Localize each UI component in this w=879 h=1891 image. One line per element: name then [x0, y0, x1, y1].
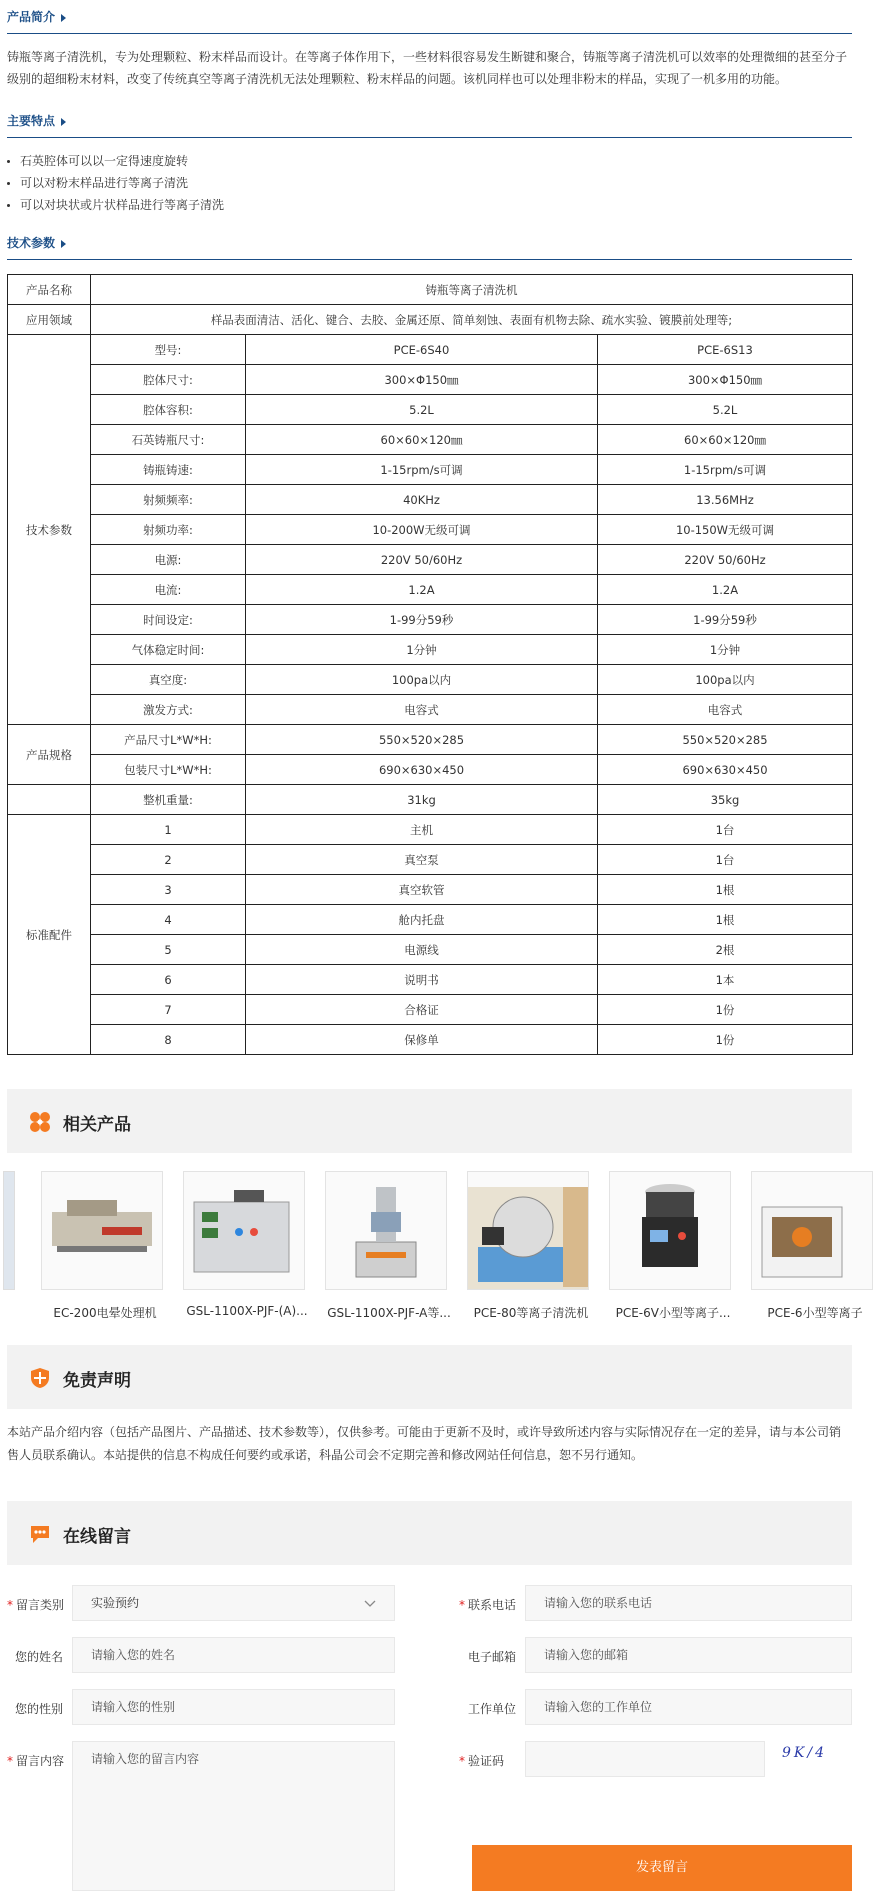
product-card[interactable] — [609, 1171, 737, 1321]
table-cell: 铸瓶铸速: — [91, 455, 246, 485]
table-cell: 腔体容积: — [91, 395, 246, 425]
product-caption: GSL-1100X-PJF-A等... — [327, 1306, 451, 1320]
table-cell: 产品尺寸L*W*H: — [91, 725, 246, 755]
table-cell: 550×520×285 — [246, 725, 598, 755]
table-cell: 220V 50/60Hz — [246, 545, 598, 575]
table-cell: PCE-6S13 — [598, 335, 853, 365]
product-image — [183, 1171, 305, 1290]
table-cell: 1-99分59秒 — [598, 605, 853, 635]
table-cell: 1-99分59秒 — [246, 605, 598, 635]
name-input[interactable]: 请输入您的姓名 — [72, 1637, 395, 1673]
product-image — [751, 1171, 873, 1290]
spec-table — [7, 274, 853, 1055]
table-cell: 40KHz — [246, 485, 598, 515]
intro-title: 产品简介 — [7, 10, 56, 24]
table-cell: 产品规格 — [8, 725, 91, 785]
product-card[interactable] — [325, 1171, 453, 1321]
spec-rows — [8, 725, 853, 815]
disclaimer-text: 本站产品介绍内容（包括产品图片、产品描述、技术参数等），仅供参考。可能由于更新不及时，或许导致所述内容与实际情况存在一定的差异，请与本公司销售人员联系确认。本站提供的信息不构成任何要约或承诺，科晶公司会不定期完善和修改网站任何信息，恕不另行通知。 — [7, 1425, 842, 1462]
table-cell: 射频功率: — [91, 515, 246, 545]
table-cell: 6 — [91, 965, 246, 995]
product-image — [467, 1171, 589, 1290]
table-cell: 100pa以内 — [598, 665, 853, 695]
email-input[interactable]: 请输入您的邮箱 — [525, 1637, 852, 1673]
table-cell: 550×520×285 — [598, 725, 853, 755]
content-textarea[interactable]: 请输入您的留言内容 — [72, 1741, 395, 1891]
related-products-carousel[interactable] — [7, 1171, 863, 1341]
table-cell: 产品名称 — [8, 275, 91, 305]
disclaimer-header — [7, 1345, 852, 1409]
related-products-title: 相关产品 — [63, 1115, 131, 1135]
product-caption: PCE-80等离子清洗机 — [473, 1306, 589, 1320]
table-cell: 1-15rpm/s可调 — [246, 455, 598, 485]
table-cell: 1份 — [598, 995, 853, 1025]
chevron-down-icon — [364, 1600, 376, 1608]
clover-icon — [29, 1111, 51, 1133]
gender-input[interactable]: 请输入您的性别 — [72, 1689, 395, 1725]
table-cell: 1根 — [598, 875, 853, 905]
table-cell: 2根 — [598, 935, 853, 965]
submit-button[interactable]: 发表留言 — [472, 1845, 852, 1891]
table-cell: 1台 — [598, 815, 853, 845]
content-label: * 留言内容 — [7, 1754, 65, 1768]
table-cell: 60×60×120㎜ — [246, 425, 598, 455]
triangle-right-icon — [61, 240, 66, 248]
table-cell: 真空软管 — [246, 875, 598, 905]
table-cell: 电源: — [91, 545, 246, 575]
message-form — [7, 1585, 852, 1885]
table-row — [8, 455, 853, 485]
phone-input[interactable]: 请输入您的联系电话 — [525, 1585, 852, 1621]
table-cell: 腔体尺寸: — [91, 365, 246, 395]
table-row — [8, 935, 853, 965]
product-caption: PCE-6小型等离子 — [767, 1306, 863, 1320]
table-cell: 射频频率: — [91, 485, 246, 515]
table-cell: 31kg — [246, 785, 598, 815]
company-label: 工作单位 — [468, 1702, 517, 1716]
captcha-input[interactable] — [525, 1741, 765, 1777]
table-row — [8, 545, 853, 575]
table-row — [8, 335, 853, 365]
company-input[interactable]: 请输入您的工作单位 — [525, 1689, 852, 1725]
table-cell: 铸瓶等离子清洗机 — [91, 275, 853, 305]
table-cell: 1.2A — [246, 575, 598, 605]
product-caption: PCE-6V小型等离子... — [615, 1306, 731, 1320]
table-row — [8, 845, 853, 875]
table-cell: 1分钟 — [598, 635, 853, 665]
product-card[interactable] — [41, 1171, 169, 1321]
table-row — [8, 305, 853, 335]
product-caption: GSL-1100X-PJF-(A)... — [186, 1304, 308, 1318]
table-row — [8, 965, 853, 995]
table-cell: 时间设定: — [91, 605, 246, 635]
table-cell: 1分钟 — [246, 635, 598, 665]
table-cell: 220V 50/60Hz — [598, 545, 853, 575]
section-header-intro — [7, 0, 852, 34]
table-row — [8, 995, 853, 1025]
table-cell: 石英铸瓶尺寸: — [91, 425, 246, 455]
table-cell: 100pa以内 — [246, 665, 598, 695]
table-row — [8, 695, 853, 725]
table-row — [8, 875, 853, 905]
table-cell: 1根 — [598, 905, 853, 935]
table-cell: 电流: — [91, 575, 246, 605]
gender-label: 您的性别 — [15, 1702, 64, 1716]
table-row — [8, 1025, 853, 1055]
table-cell: 5.2L — [598, 395, 853, 425]
list-item: 石英腔体可以以一定得速度旋转 — [7, 150, 852, 172]
type-label: * 留言类别 — [7, 1598, 65, 1612]
table-row — [8, 905, 853, 935]
table-cell: 电源线 — [246, 935, 598, 965]
table-row — [8, 365, 853, 395]
table-cell: 真空泵 — [246, 845, 598, 875]
table-cell: 整机重量: — [91, 785, 246, 815]
table-cell: 电容式 — [246, 695, 598, 725]
table-row — [8, 275, 853, 305]
features-list — [7, 150, 852, 216]
section-header-params — [7, 226, 852, 260]
triangle-right-icon — [61, 118, 66, 126]
table-row — [8, 635, 853, 665]
related-products-header — [7, 1089, 852, 1153]
product-image — [609, 1171, 731, 1290]
table-cell: 1-15rpm/s可调 — [598, 455, 853, 485]
table-cell: 真空度: — [91, 665, 246, 695]
table-cell: 300×Φ150㎜ — [598, 365, 853, 395]
table-cell: 5.2L — [246, 395, 598, 425]
table-cell: 型号: — [91, 335, 246, 365]
table-row — [8, 395, 853, 425]
type-select[interactable]: 实验预约 — [72, 1585, 395, 1621]
table-cell: 4 — [91, 905, 246, 935]
table-cell: 10-150W无级可调 — [598, 515, 853, 545]
table-cell: 合格证 — [246, 995, 598, 1025]
table-cell: 5 — [91, 935, 246, 965]
table-cell: 样品表面清洁、活化、键合、去胶、金属还原、简单刻蚀、表面有机物去除、疏水实验、镀膜前处理等; — [91, 305, 853, 335]
table-row — [8, 785, 853, 815]
table-row — [8, 815, 853, 845]
table-cell: 保修单 — [246, 1025, 598, 1055]
table-cell: 690×630×450 — [598, 755, 853, 785]
table-row — [8, 755, 853, 785]
table-cell: 1份 — [598, 1025, 853, 1055]
table-cell: 3 — [91, 875, 246, 905]
table-cell: 舱内托盘 — [246, 905, 598, 935]
shield-icon — [29, 1367, 51, 1389]
table-row — [8, 605, 853, 635]
message-header — [7, 1501, 852, 1565]
phone-label: * 联系电话 — [459, 1598, 517, 1612]
table-cell: 气体稳定时间: — [91, 635, 246, 665]
table-cell: 7 — [91, 995, 246, 1025]
table-row — [8, 575, 853, 605]
tech-rows — [8, 335, 853, 725]
list-item: 可以对块状或片状样品进行等离子清洗 — [7, 194, 852, 216]
message-title: 在线留言 — [63, 1527, 131, 1547]
product-card[interactable] — [183, 1171, 311, 1318]
table-cell: 2 — [91, 845, 246, 875]
section-header-features — [7, 104, 852, 138]
captcha-image[interactable]: 9K/4 — [782, 1745, 827, 1761]
list-item: 可以对粉末样品进行等离子清洗 — [7, 172, 852, 194]
params-title: 技术参数 — [7, 236, 56, 250]
chat-bubble-icon — [29, 1523, 51, 1545]
table-cell: 300×Φ150㎜ — [246, 365, 598, 395]
disclaimer-title: 免责声明 — [63, 1371, 131, 1391]
table-cell: 说明书 — [246, 965, 598, 995]
product-image — [41, 1171, 163, 1290]
table-cell: 1本 — [598, 965, 853, 995]
product-caption: EC-200电晕处理机 — [53, 1306, 157, 1320]
table-row — [8, 515, 853, 545]
table-row — [8, 425, 853, 455]
captcha-label: * 验证码 — [459, 1754, 505, 1768]
triangle-right-icon — [61, 14, 66, 22]
table-cell: 标准配件 — [8, 815, 91, 1055]
table-cell: 包装尺寸L*W*H: — [91, 755, 246, 785]
table-cell: 13.56MHz — [598, 485, 853, 515]
table-cell: 技术参数 — [8, 335, 91, 725]
partial-product-image — [3, 1171, 15, 1290]
name-label: 您的姓名 — [15, 1650, 64, 1664]
table-cell: 690×630×450 — [246, 755, 598, 785]
table-cell: 应用领域 — [8, 305, 91, 335]
table-cell: PCE-6S40 — [246, 335, 598, 365]
table-cell: 8 — [91, 1025, 246, 1055]
features-title: 主要特点 — [7, 114, 56, 128]
product-card[interactable] — [751, 1171, 879, 1321]
product-card[interactable] — [467, 1171, 595, 1321]
product-image — [325, 1171, 447, 1290]
table-cell: 35kg — [598, 785, 853, 815]
table-cell: 1 — [91, 815, 246, 845]
table-row — [8, 665, 853, 695]
table-row — [8, 725, 853, 755]
table-cell: 60×60×120㎜ — [598, 425, 853, 455]
table-row — [8, 485, 853, 515]
table-cell: 1.2A — [598, 575, 853, 605]
intro-text: 铸瓶等离子清洗机，专为处理颗粒、粉末样品而设计。在等离子体作用下，一些材料很容易发生断键和聚合，铸瓶等离子清洗机可以效率的处理微细的甚至分子级别的超细粉末材料，改变了传统真空等离子清洗机无法处理颗粒、粉末样品的问题。该机同样也可以处理非粉末的样品，实现了一机多用的功能。 — [7, 50, 848, 86]
table-cell: 激发方式: — [91, 695, 246, 725]
table-cell: 主机 — [246, 815, 598, 845]
table-cell: 10-200W无级可调 — [246, 515, 598, 545]
accessory-rows — [8, 815, 853, 1055]
email-label: 电子邮箱 — [468, 1650, 517, 1664]
table-cell: 电容式 — [598, 695, 853, 725]
table-cell: 1台 — [598, 845, 853, 875]
table-cell — [8, 785, 91, 815]
